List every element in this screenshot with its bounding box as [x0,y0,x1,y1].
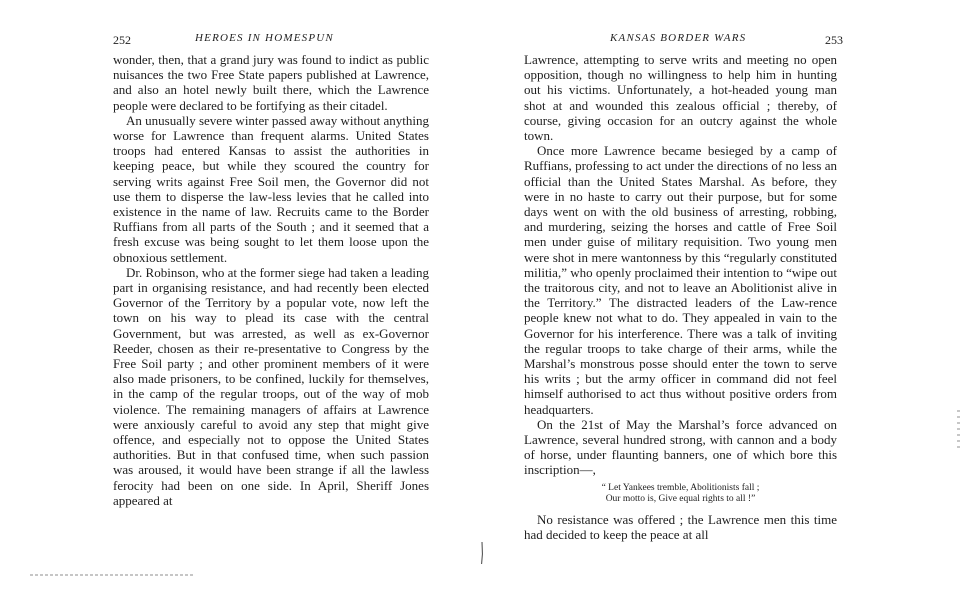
left-folio: 252 [113,33,131,47]
inscription-line-1: “ Let Yankees tremble, Abolitionists fall ; [601,482,760,493]
right-paragraph-3: On the 21st of May the Marshal’s force advanced on Lawrence, several hundred strong, with cannon and a body of horse, under flaunting banners, one of which bore this inscription—, [524,416,837,478]
banner-inscription [524,483,837,505]
page-edge-marks [957,410,960,450]
left-paragraph-2: An unusually severe winter passed away without anything worse for Lawrence than frequent alarms. United States troops had entered Kansas to assist the authorities in keeping peace, but while they scoured the country for serving writs against Free Soil men, the Governor did not use them to disperse the law-less levies that he called into existence in the name of law. Recruits came to the Border Ruffians from all parts of the South ; and it seemed that a fresh excuse was being sought to let them loose upon the obnoxious settlement. [113,112,429,265]
faded-footer-line [30,574,195,576]
left-paragraph-3: Dr. Robinson, who at the former siege had taken a leading part in organising resistance, and had recently been elected Governor of the Territory by a popular vote, now left the town on his way to plead its case with the central Government, but was arrested, as well as ex-Governor Reeder, chosen as their re-presentative to Congress by the Free Soil party ; and other prominent members of it were also made prisoners, to be confined, luckily for themselves, in the camp of the regular troops, out of the way of mob violence. The remaining managers of affairs at Lawrence were anxiously careful to avoid any step that might give offence, and especially not to oppose the United States authorities. But in that confused time, when such passion was aroused, it would have been strange if all the lawless ferocity had been on one side. In April, Sheriff Jones appeared at [113,264,429,508]
inscription-line-2: Our motto is, Give equal rights to all !” [605,493,756,504]
right-folio: 253 [825,33,843,47]
left-running-head: HEROES IN HOMESPUN [195,32,334,44]
right-page [490,0,980,600]
right-paragraph-4: No resistance was offered ; the Lawrence men this time had decided to keep the peace at all [524,511,837,542]
right-body-text [524,52,837,542]
gutter-mark [481,542,483,564]
right-paragraph-1: Lawrence, attempting to serve writs and meeting no open opposition, though no willingness to help him in hunting out his victims. Unfortunately, a hot-headed young man shot at and wounded this zealous official ; thereby, of course, giving occasion for an outcry against the whole town. [524,52,837,144]
right-running-head: KANSAS BORDER WARS [610,32,747,44]
right-paragraph-2: Once more Lawrence became besieged by a camp of Ruffians, professing to act under the directions of no less an official than the United States Marshal. As before, they were in no haste to carry out their purpose, but for some days went on with the old business of arresting, robbing, and murdering, seizing the horses and cattle of Free Soil men under guise of military requisition. Two young men were shot in mere wantonness by this “regularly constituted militia,” who openly proclaimed their intention to “wipe out the traitorous city, and not to leave an Abolitionist alive in the Territory.” The distracted leaders of the Law-rence people knew not what to do. They appealed in vain to the Governor for his interference. There was a talk of inviting the regular troops to take charge of their arms, while the Marshal’s monstrous posse should enter the town to serve his writs ; but the army officer in command did not feel himself authorised to act thus without positive orders from headquarters. [524,143,838,417]
left-paragraph-1: wonder, then, that a grand jury was found to indict as public nuisances the two Free State papers published at Lawrence, and also an hotel newly built there, which the Lawrence people were declared to be fortifying as their citadel. [113,52,429,113]
left-body-text [113,52,429,508]
